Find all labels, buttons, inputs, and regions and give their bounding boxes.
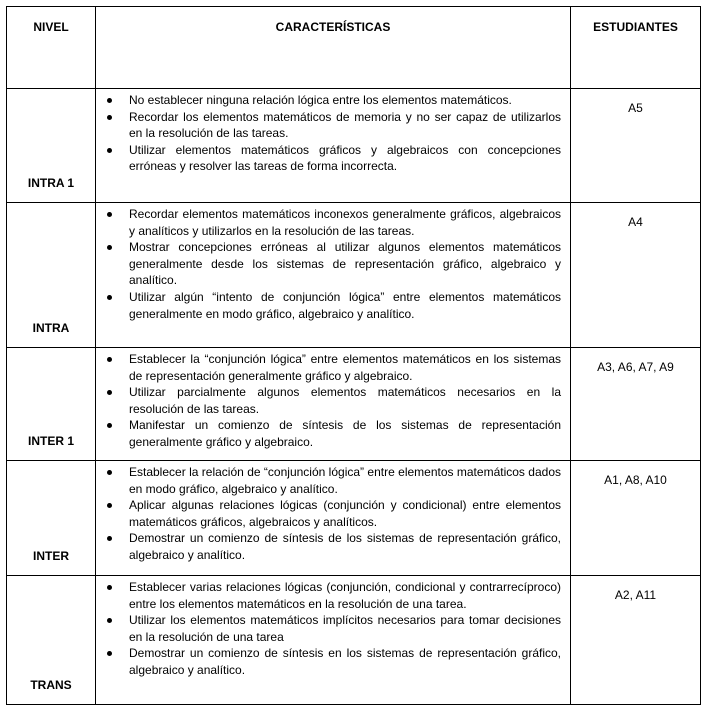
nivel-cell: INTER [7, 461, 96, 576]
caracteristicas-cell [96, 576, 571, 705]
header-caracteristicas: CARACTERÍSTICAS [96, 7, 571, 89]
item-text: Utilizar algún “intento de conjunción lógica” entre elementos matemáticos generalmente en modo gráfico, algebraico y analítico. [129, 289, 561, 321]
item-text: Utilizar los elementos matemáticos implícitos necesarios para tomar decisiones en la resolución de una tarea [129, 613, 561, 644]
item-text: Utilizar elementos matemáticos gráficos y algebraicos con concepciones erróneas y resolver las tareas de forma incorrecta. [129, 142, 561, 174]
bullet-icon [107, 295, 112, 300]
bullet-icon [107, 423, 112, 428]
list-item [96, 579, 561, 612]
item-text: No establecer ninguna relación lógica entre los elementos matemáticos. [129, 93, 512, 107]
caracteristicas-cell [96, 89, 571, 203]
nivel-cell: INTRA [7, 203, 96, 348]
list-item [96, 109, 561, 142]
caracteristicas-list [96, 92, 561, 175]
table-row [7, 348, 701, 461]
estudiantes-cell: A2, A11 [571, 576, 701, 705]
nivel-cell: INTRA 1 [7, 89, 96, 203]
caracteristicas-cell [96, 461, 571, 576]
item-text: Demostrar un comienzo de síntesis de los sistemas de representación gráfico, algebraico y analítico. [129, 531, 561, 562]
list-item [96, 497, 561, 530]
item-text: Mostrar concepciones erróneas al utilizar algunos elementos matemáticos generalmente desde los sistemas de representación gráfico, algebraico y analítico. [129, 240, 561, 288]
table-header-row [7, 7, 701, 89]
estudiantes-cell: A3, A6, A7, A9 [571, 348, 701, 461]
caracteristicas-list [96, 579, 561, 679]
bullet-icon [107, 212, 112, 217]
item-text: Recordar los elementos matemáticos de memoria y no ser capaz de utilizarlos en la resolución de las tareas. [129, 109, 561, 141]
item-text: Aplicar algunas relaciones lógicas (conjunción y condicional) entre elementos matemáticos gráficos, algebraicos y analíticos. [129, 498, 561, 529]
list-item [96, 351, 561, 384]
list-item [96, 92, 561, 109]
caracteristicas-cell [96, 348, 571, 461]
list-item [96, 645, 561, 678]
bullet-icon [107, 585, 112, 590]
bullet-icon [107, 390, 112, 395]
list-item [96, 142, 561, 175]
item-text: Manifestar un comienzo de síntesis de los sistemas de representación generalmente gráfico y algebraico. [129, 418, 561, 449]
list-item [96, 206, 561, 239]
estudiantes-cell: A1, A8, A10 [571, 461, 701, 576]
bullet-icon [107, 651, 112, 656]
header-nivel: NIVEL [7, 7, 96, 89]
list-item [96, 289, 561, 322]
bullet-icon [107, 148, 112, 153]
item-text: Utilizar parcialmente algunos elementos matemáticos necesarios en la resolución de las tareas. [129, 385, 561, 416]
caracteristicas-list [96, 464, 561, 564]
bullet-icon [107, 115, 112, 120]
item-text: Demostrar un comienzo de síntesis en los sistemas de representación gráfico, algebraico y analítico. [129, 646, 561, 677]
levels-table [6, 6, 701, 705]
list-item [96, 239, 561, 289]
bullet-icon [107, 470, 112, 475]
item-text: Recordar elementos matemáticos inconexos generalmente gráficos, algebraicos y analíticos y utilizarlos en la resolución de las tareas. [129, 207, 561, 238]
item-text: Establecer la “conjunción lógica” entre elementos matemáticos en los sistemas de representación generalmente gráfico y algebraico. [129, 352, 561, 383]
table-row [7, 576, 701, 705]
header-estudiantes: ESTUDIANTES [571, 7, 701, 89]
list-item [96, 612, 561, 645]
item-text: Establecer la relación de “conjunción lógica” entre elementos matemáticos dados en modo gráfico, algebraico y analítico. [129, 465, 561, 496]
bullet-icon [107, 245, 112, 250]
table-row [7, 89, 701, 203]
caracteristicas-list [96, 206, 561, 322]
list-item [96, 384, 561, 417]
list-item [96, 464, 561, 497]
bullet-icon [107, 98, 112, 103]
table-row [7, 203, 701, 348]
bullet-icon [107, 357, 112, 362]
bullet-icon [107, 536, 112, 541]
estudiantes-cell: A5 [571, 89, 701, 203]
nivel-cell: INTER 1 [7, 348, 96, 461]
nivel-cell: TRANS [7, 576, 96, 705]
estudiantes-cell: A4 [571, 203, 701, 348]
caracteristicas-list [96, 351, 561, 451]
caracteristicas-cell [96, 203, 571, 348]
bullet-icon [107, 618, 112, 623]
item-text: Establecer varias relaciones lógicas (conjunción, condicional y contrarrecíproco) entre los elementos matemáticos en la resolución de una tarea. [129, 580, 561, 611]
bullet-icon [107, 503, 112, 508]
list-item [96, 417, 561, 450]
table-row [7, 461, 701, 576]
list-item [96, 530, 561, 563]
